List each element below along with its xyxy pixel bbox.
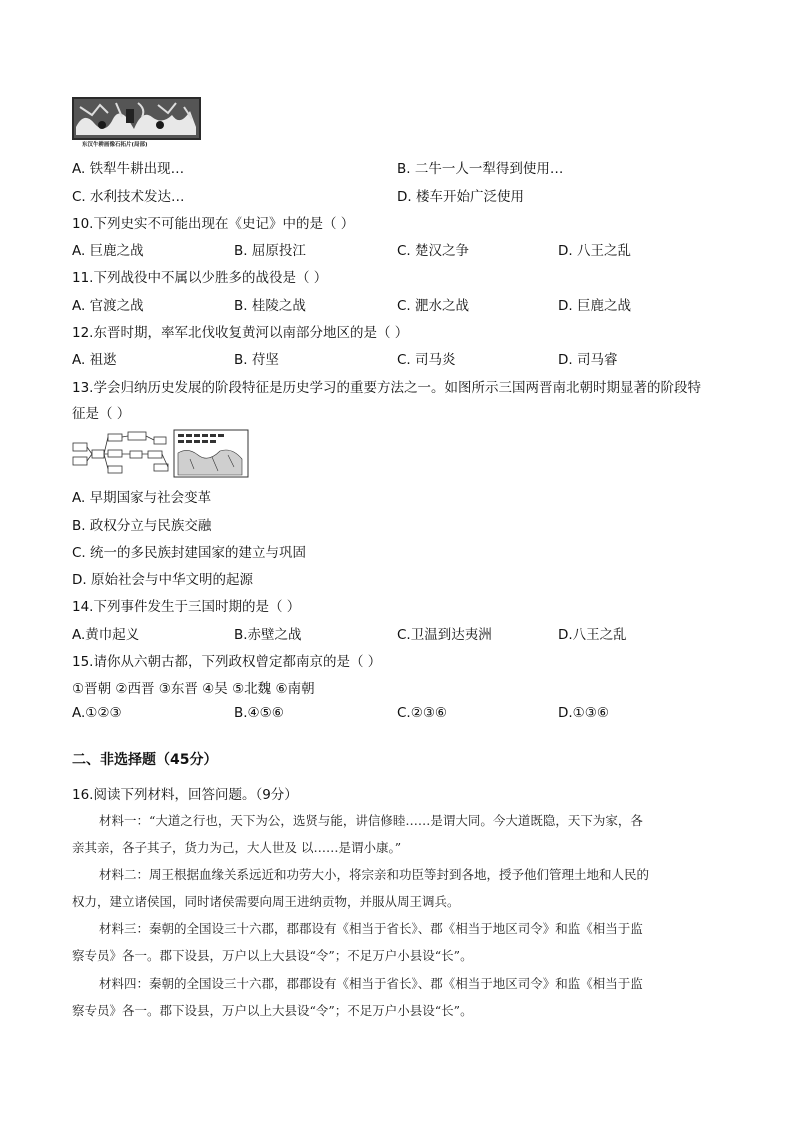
q11-stem: 11.下列战役中不属以少胜多的战役是（ ） — [72, 270, 328, 286]
q12-option-a: A. 祖逖 — [72, 352, 117, 368]
rubbing-figure — [72, 97, 201, 140]
material-2-line2: 权力，建立诸侯国，同时诸侯需要向周王进纳贡物，并服从周王调兵。 — [72, 894, 460, 909]
q15-option-c: C.②③⑥ — [397, 705, 448, 721]
q12-option-d: D. 司马睿 — [558, 352, 618, 368]
q9-option-a: A. 铁犁牛耕出现… — [72, 161, 185, 177]
q13-figure — [72, 429, 250, 479]
q9-option-d: D. 楼车开始广泛使用 — [397, 189, 524, 205]
q15-option-a: A.①②③ — [72, 705, 122, 721]
q13-stem-line2: 征是（ ） — [72, 406, 131, 422]
section-heading: 二、非选择题（45分） — [72, 752, 218, 768]
material-3-line1: 材料三：秦朝的全国设三十六郡，郡郡设有《相当于省长》、郡《相当于地区司令》和监《相当于监 — [99, 921, 643, 936]
q11-option-b: B. 桂陵之战 — [234, 298, 306, 314]
q11-option-d: D. 巨鹿之战 — [558, 298, 631, 314]
q10-option-c: C. 楚汉之争 — [397, 243, 470, 259]
q11-option-c: C. 淝水之战 — [397, 298, 470, 314]
q14-option-b: B.赤壁之战 — [234, 627, 302, 643]
q12-option-b: B. 苻坚 — [234, 352, 279, 368]
q15-stem: 15.请你从六朝古都，下列政权曾定都南京的是（ ） — [72, 654, 382, 670]
q14-option-a: A.黄巾起义 — [72, 627, 140, 643]
material-2-line1: 材料二：周王根据血缘关系远近和功劳大小，将宗亲和功臣等封到各地，授予他们管理土地和人民的 — [99, 867, 650, 882]
q13-option-a: A. 早期国家与社会变革 — [72, 490, 212, 506]
q10-option-a: A. 巨鹿之战 — [72, 243, 144, 259]
q14-option-c: C.卫温到达夷洲 — [397, 627, 492, 643]
q12-stem: 12.东晋时期，率军北伐收复黄河以南部分地区的是（ ） — [72, 325, 409, 341]
q10-option-d: D. 八王之乱 — [558, 243, 631, 259]
q15-items: ①晋朝 ②西晋 ③东晋 ④吴 ⑤北魏 ⑥南朝 — [72, 681, 315, 697]
q14-option-d: D.八王之乱 — [558, 627, 627, 643]
q9-option-b: B. 二牛一人一犁得到使用… — [397, 161, 564, 177]
q11-option-a: A. 官渡之战 — [72, 298, 144, 314]
q12-option-c: C. 司马炎 — [397, 352, 456, 368]
q9-option-c: C. 水利技术发达… — [72, 189, 185, 205]
material-4-line2: 察专员》各一。郡下设县，万户以上大县设“令”；不足万户小县设“长”。 — [72, 1003, 473, 1018]
figure-caption: 东汉牛耕画像石拓片(局部) — [82, 142, 148, 148]
material-1-line2: 亲其亲，各子其子，货力为己，大人世及 以……是谓小康。” — [72, 840, 402, 855]
q15-option-d: D.①③⑥ — [558, 705, 609, 721]
q13-option-c: C. 统一的多民族封建国家的建立与巩固 — [72, 545, 307, 561]
material-3-line2: 察专员》各一。郡下设县，万户以上大县设“令”；不足万户小县设“长”。 — [72, 948, 473, 963]
q14-stem: 14.下列事件发生于三国时期的是（ ） — [72, 599, 301, 615]
q13-stem-line1: 13.学会归纳历史发展的阶段特征是历史学习的重要方法之一。如图所示三国两晋南北朝时期显著的阶段特 — [72, 380, 701, 396]
q10-stem: 10.下列史实不可能出现在《史记》中的是（ ） — [72, 216, 355, 232]
q15-option-b: B.④⑤⑥ — [234, 705, 284, 721]
q13-option-b: B. 政权分立与民族交融 — [72, 518, 212, 534]
material-1-line1: 材料一：“大道之行也，天下为公，选贤与能，讲信修睦……是谓大同。今大道既隐，天下为家，各 — [99, 813, 643, 828]
q13-option-d: D. 原始社会与中华文明的起源 — [72, 572, 253, 588]
q16-stem: 16.阅读下列材料，回答问题。（9分） — [72, 787, 298, 803]
material-4-line1: 材料四：秦朝的全国设三十六郡，郡郡设有《相当于省长》、郡《相当于地区司令》和监《相当于监 — [99, 976, 643, 991]
rubbing-image — [72, 97, 201, 140]
q10-option-b: B. 屈原投江 — [234, 243, 306, 259]
flowchart-and-map-image — [72, 429, 250, 479]
